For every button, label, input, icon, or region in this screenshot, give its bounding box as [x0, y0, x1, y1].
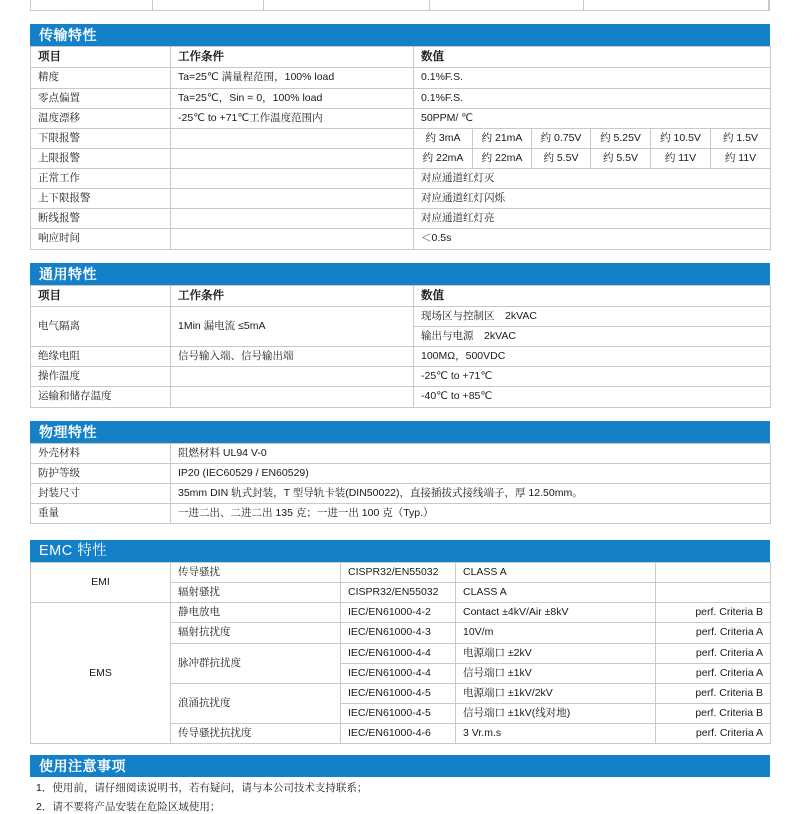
row-item: 运输和储存温度 [31, 387, 171, 407]
table-row [31, 367, 771, 387]
row-value: IP20 (IEC60529 / EN60529) [171, 463, 771, 483]
top-table-fragment [30, 0, 770, 11]
row-value: 对应通道红灯灭 [414, 169, 771, 189]
row-item: 外壳材料 [31, 443, 171, 463]
alarm-value: 约 5.5V [532, 148, 591, 168]
emc-criteria: perf. Criteria A [656, 623, 771, 643]
row-condition [171, 387, 414, 407]
section-header-emc [30, 540, 770, 562]
emc-criteria: perf. Criteria B [656, 603, 771, 623]
section-title: EMC 特性 [39, 542, 108, 559]
emc-standard: CISPR32/EN55032 [341, 563, 456, 583]
emc-criteria [656, 583, 771, 603]
emc-standard: IEC/EN61000-4-6 [341, 724, 456, 744]
table-row [31, 108, 771, 128]
col-header-condition: 工作条件 [171, 47, 414, 68]
row-item: 上限报警 [31, 148, 171, 168]
section-header-general [30, 263, 770, 285]
table-row-alarm-low [31, 128, 771, 148]
emc-test: 辐射骚扰 [171, 583, 341, 603]
alarm-value: 约 5.25V [591, 128, 651, 148]
col-header-item: 项目 [31, 285, 171, 306]
table-row [31, 189, 771, 209]
emc-criteria: perf. Criteria A [656, 643, 771, 663]
alarm-value: 约 3mA [414, 128, 473, 148]
row-condition: Ta=25℃，Sin = 0，100% load [171, 88, 414, 108]
alarm-value: 约 21mA [473, 128, 532, 148]
col-header-value: 数值 [414, 47, 771, 68]
emc-criteria: perf. Criteria A [656, 663, 771, 683]
emc-standard: IEC/EN61000-4-2 [341, 603, 456, 623]
alarm-value: 约 0.75V [532, 128, 591, 148]
row-condition [171, 209, 414, 229]
row-item: 重量 [31, 503, 171, 523]
table-row [31, 68, 771, 88]
row-condition: -25℃ to +71℃工作温度范围内 [171, 108, 414, 128]
table-row-isolation [31, 306, 771, 326]
table-header-row [31, 47, 771, 68]
alarm-value: 约 11V [711, 148, 771, 168]
row-item: 电气隔离 [31, 306, 171, 346]
note-item: 2．请不要将产品安装在危险区域使用； [36, 800, 221, 813]
emc-level: 电源端口 ±2kV [456, 643, 656, 663]
emc-standard: IEC/EN61000-4-4 [341, 643, 456, 663]
row-value: -25℃ to +71℃ [414, 367, 771, 387]
emc-standard: IEC/EN61000-4-3 [341, 623, 456, 643]
section-title: 通用特性 [39, 265, 97, 282]
row-item: 绝缘电阻 [31, 347, 171, 367]
section-header-transmission [30, 24, 770, 46]
table-row-alarm-high [31, 148, 771, 168]
table-row [31, 443, 771, 463]
row-item: 下限报警 [31, 128, 171, 148]
row-value: 对应通道红灯亮 [414, 209, 771, 229]
note-item: 1．使用前，请仔细阅读说明书，若有疑问，请与本公司技术支持联系； [36, 782, 368, 795]
spacer [30, 524, 770, 540]
table-row-ems [31, 603, 771, 623]
emc-test: 脉冲群抗扰度 [171, 643, 341, 683]
emc-criteria: perf. Criteria B [656, 683, 771, 703]
emc-test: 传导骚扰抗扰度 [171, 724, 341, 744]
row-value-line2: 输出与电源 2kVAC [414, 327, 771, 347]
spacer [30, 250, 770, 263]
row-value: 一进二出、二进二出 135 克；一进一出 100 克（Typ.） [171, 503, 771, 523]
emc-level: 10V/m [456, 623, 656, 643]
row-condition [171, 148, 414, 168]
col-header-item: 项目 [31, 47, 171, 68]
emc-level: CLASS A [456, 563, 656, 583]
emc-criteria: perf. Criteria B [656, 703, 771, 723]
table-row [31, 209, 771, 229]
table-row [31, 463, 771, 483]
row-value: 35mm DIN 轨式封装，T 型导轨卡装(DIN50022)，直接插拔式接线端子，厚 12.50mm。 [171, 483, 771, 503]
section-header-physical [30, 421, 770, 443]
table-row [31, 347, 771, 367]
row-condition: 1Min 漏电流 ≤5mA [171, 306, 414, 346]
row-item: 正常工作 [31, 169, 171, 189]
table-row [31, 169, 771, 189]
col-header-condition: 工作条件 [171, 285, 414, 306]
alarm-value: 约 22mA [473, 148, 532, 168]
row-condition: Ta=25℃ 满量程范围，100% load [171, 68, 414, 88]
emc-standard: IEC/EN61000-4-4 [341, 663, 456, 683]
emc-criteria [656, 563, 771, 583]
emc-criteria: perf. Criteria A [656, 724, 771, 744]
row-item: 操作温度 [31, 367, 171, 387]
section-header-notes [30, 755, 770, 777]
notes-list [30, 777, 770, 814]
emc-standard: CISPR32/EN55032 [341, 583, 456, 603]
table-row [31, 229, 771, 249]
table-transmission [30, 46, 771, 250]
ems-label: EMS [31, 603, 171, 744]
row-value: 0.1%F.S. [414, 88, 771, 108]
row-value: 50PPM/ ℃ [414, 108, 771, 128]
row-item: 上下限报警 [31, 189, 171, 209]
row-value-line1: 现场区与控制区 2kVAC [414, 306, 771, 326]
table-emc [30, 562, 771, 744]
row-value: 对应通道红灯闪烁 [414, 189, 771, 209]
col-header-value: 数值 [414, 285, 771, 306]
emc-level: 信号端口 ±1kV(线对地) [456, 703, 656, 723]
emc-standard: IEC/EN61000-4-5 [341, 683, 456, 703]
table-row [31, 387, 771, 407]
emc-level: Contact ±4kV/Air ±8kV [456, 603, 656, 623]
row-condition [171, 229, 414, 249]
section-title: 使用注意事项 [39, 758, 126, 775]
spacer [30, 744, 770, 755]
row-condition [171, 169, 414, 189]
emc-level: 电源端口 ±1kV/2kV [456, 683, 656, 703]
emi-label: EMI [31, 563, 171, 603]
emc-level: 信号端口 ±1kV [456, 663, 656, 683]
emc-standard: IEC/EN61000-4-5 [341, 703, 456, 723]
section-title: 物理特性 [39, 423, 97, 440]
emc-test: 浪涌抗扰度 [171, 683, 341, 723]
emc-level: CLASS A [456, 583, 656, 603]
row-condition [171, 189, 414, 209]
row-value: -40℃ to +85℃ [414, 387, 771, 407]
row-item: 断线报警 [31, 209, 171, 229]
table-row-emi [31, 563, 771, 583]
row-item: 响应时间 [31, 229, 171, 249]
row-value: 100MΩ，500VDC [414, 347, 771, 367]
table-header-row [31, 285, 771, 306]
alarm-value: 约 22mA [414, 148, 473, 168]
emc-test: 辐射抗扰度 [171, 623, 341, 643]
table-row [31, 88, 771, 108]
table-physical [30, 443, 771, 525]
row-item: 温度漂移 [31, 108, 171, 128]
table-general [30, 285, 771, 408]
row-condition: 信号输入端、信号输出端 [171, 347, 414, 367]
spacer [30, 408, 770, 421]
row-value: 0.1%F.S. [414, 68, 771, 88]
row-value: ＜0.5s [414, 229, 771, 249]
table-row [31, 483, 771, 503]
table-row [31, 503, 771, 523]
row-value: 阻燃材料 UL94 V-0 [171, 443, 771, 463]
emc-test: 传导骚扰 [171, 563, 341, 583]
row-item: 零点偏置 [31, 88, 171, 108]
emc-test: 静电放电 [171, 603, 341, 623]
alarm-value: 约 5.5V [591, 148, 651, 168]
emc-level: 3 Vr.m.s [456, 724, 656, 744]
alarm-value: 约 11V [651, 148, 711, 168]
alarm-value: 约 1.5V [711, 128, 771, 148]
row-item: 封装尺寸 [31, 483, 171, 503]
row-condition [171, 367, 414, 387]
row-item: 精度 [31, 68, 171, 88]
row-condition [171, 128, 414, 148]
row-item: 防护等级 [31, 463, 171, 483]
section-title: 传输特性 [39, 27, 97, 43]
alarm-value: 约 10.5V [651, 128, 711, 148]
